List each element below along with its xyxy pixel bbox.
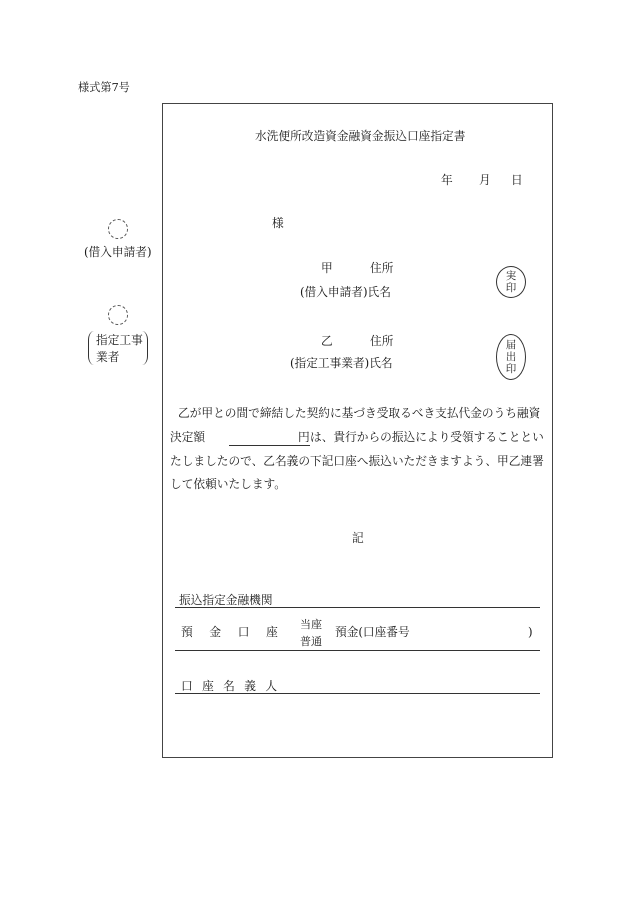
addressee-suffix: 様 xyxy=(272,216,284,230)
amount-blank-underline xyxy=(229,445,310,446)
date-year-label: 年 xyxy=(441,173,453,187)
amount-unit: 円 xyxy=(298,430,310,444)
date-day-label: 日 xyxy=(511,173,523,187)
seal-char: 出 xyxy=(505,351,517,363)
seal-char: 印 xyxy=(505,363,517,375)
bank-underline xyxy=(175,607,540,608)
document-title: 水洗便所改造資金融資金振込口座指定書 xyxy=(255,129,466,143)
body-line-1: 乙が甲との間で締結した契約に基づき受取るべき支払代金のうち融資 xyxy=(178,406,541,420)
form-number: 様式第7号 xyxy=(78,81,130,94)
body-line-2-suffix: は、貴行からの振込により受領することとい xyxy=(310,430,544,444)
account-holder-underline xyxy=(175,693,540,694)
seal-char: 印 xyxy=(505,282,517,294)
party-a-address-label: 住所 xyxy=(370,261,394,275)
party-b-filed-seal-mark xyxy=(496,334,526,380)
party-b-address-label: 住所 xyxy=(370,334,394,348)
party-a-name-label: (借入申請者)氏名 xyxy=(300,285,391,299)
body-line-4: して依頼いたします。 xyxy=(170,477,286,491)
date-month-label: 月 xyxy=(479,173,491,187)
account-label: 預金口座 xyxy=(181,625,295,639)
body-line-2-prefix: 決定額 xyxy=(170,430,206,444)
party-b-marker: 乙 xyxy=(321,334,333,348)
account-number-label: 預金(口座番号 xyxy=(335,625,410,639)
party-a-marker: 甲 xyxy=(321,261,333,275)
account-type-ordinary: 普通 xyxy=(300,635,322,648)
applicant-seal-circle-icon xyxy=(108,219,128,239)
seal-char: 実 xyxy=(505,270,517,282)
body-line-3: たしましたので、乙名義の下記口座へ振込いただきますよう、甲乙連署 xyxy=(170,454,544,468)
contractor-margin-label-line2: 業者 xyxy=(96,350,120,364)
seal-char: 届 xyxy=(505,339,517,351)
bank-label: 振込指定金融機関 xyxy=(179,593,273,607)
account-underline xyxy=(175,650,540,651)
applicant-margin-label: (借入申請者) xyxy=(84,245,152,259)
account-holder-label: 口座名義人 xyxy=(181,679,287,693)
contractor-seal-circle-icon xyxy=(108,305,128,325)
account-type-current: 当座 xyxy=(300,618,322,631)
account-number-close-paren: ) xyxy=(528,625,533,639)
party-b-name-label: (指定工事業者)氏名 xyxy=(290,356,393,370)
contractor-margin-label-line1: 指定工事 xyxy=(96,333,143,347)
party-a-registered-seal-mark xyxy=(496,266,526,298)
ki-heading: 記 xyxy=(352,531,364,545)
